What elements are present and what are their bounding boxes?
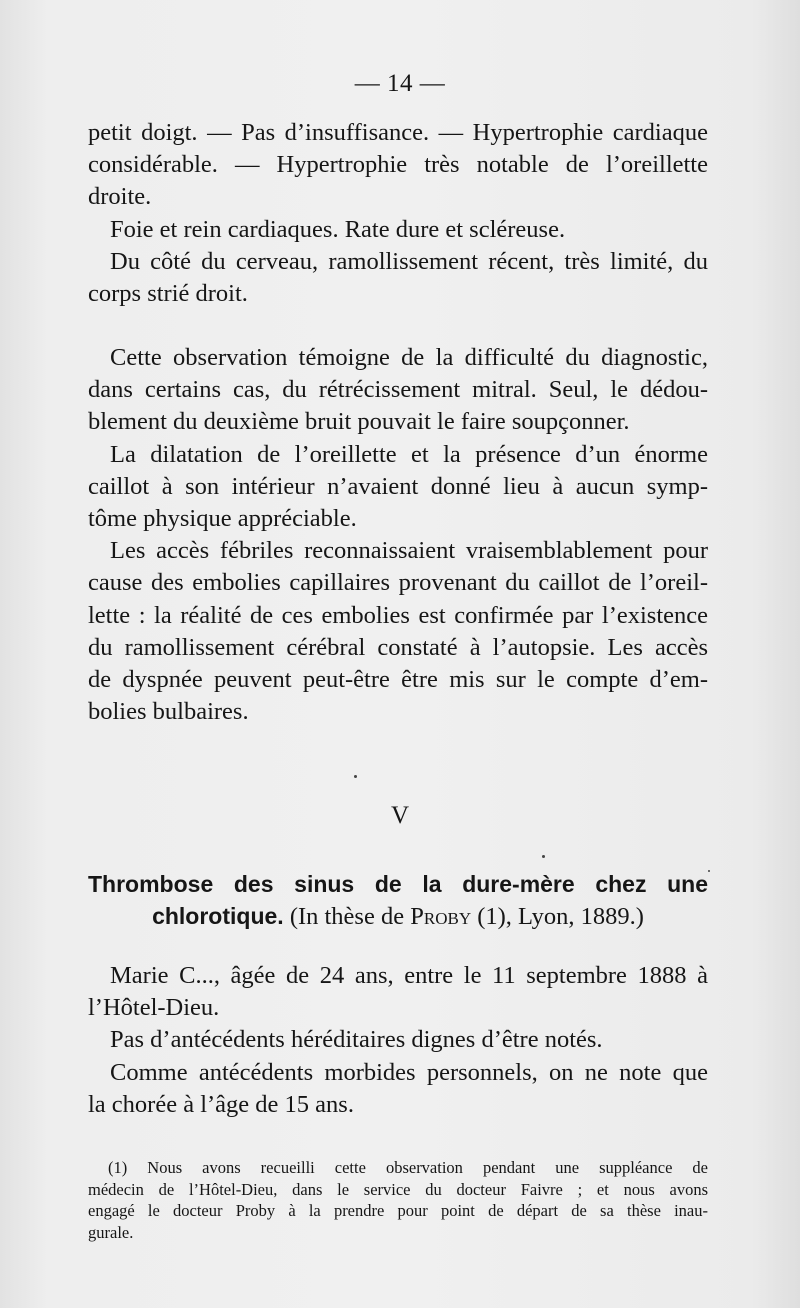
text-line: la chorée à l’âge de 15 ans. <box>88 1090 354 1118</box>
title-bold-word: chlorotique. <box>152 903 284 929</box>
autopsy-findings-text <box>88 117 708 310</box>
case-history-text <box>88 960 708 1121</box>
print-speck <box>708 870 710 872</box>
observation-title <box>88 868 708 932</box>
text-line: petit doigt. — Pas d’insuffisance. — Hypertrophie cardiaque <box>88 119 708 146</box>
text-line: corps strié droit. <box>88 279 248 307</box>
text-line: Foie et rein cardiaques. Rate dure et scléreuse. <box>110 215 566 243</box>
text-line: du ramollissement cérébral constaté à l’autopsie. Les accès <box>88 633 708 661</box>
text-line: La dilatation de l’oreillette et la présence d’un énorme <box>110 440 708 468</box>
text-line: droite. <box>88 183 152 211</box>
page-number: — 14 — <box>354 70 446 97</box>
footnote-line: engagé le docteur Proby à la prendre pour point de départ de sa thèse inau- <box>88 1201 708 1221</box>
text-line: Pas d’antécédents héréditaires dignes d’être notés. <box>110 1026 603 1054</box>
footnote <box>88 1157 708 1244</box>
text-line: bolies bulbaires. <box>88 698 249 726</box>
text-line: caillot à son intérieur n’avaient donné lieu à aucun symp- <box>88 472 708 500</box>
footnote-line: médecin de l’Hôtel-Dieu, dans le service du docteur Faivre ; et nous avons <box>88 1179 708 1199</box>
text-line: Comme antécédents morbides personnels, on ne note que <box>110 1058 708 1086</box>
text-line: considérable. — Hypertrophie très notable de l’oreillette <box>88 151 708 179</box>
title-line-2 <box>88 900 708 932</box>
footnote-line: gurale. <box>88 1223 134 1243</box>
print-speck <box>354 775 357 778</box>
print-speck <box>542 855 545 858</box>
title-author: Proby <box>410 903 472 930</box>
text-line: dans certains cas, du rétrécissement mitral. Seul, le dédou- <box>88 376 708 404</box>
title-citation-pre: (In thèse de <box>283 903 411 930</box>
text-line: de dyspnée peuvent peut-être être mis sur le compte d’em- <box>88 665 708 693</box>
text-line: cause des embolies capillaires provenant du caillot de l’oreil- <box>88 569 708 597</box>
title-line-1: Thrombose des sinus de la dure-mère chez une <box>88 871 708 897</box>
text-line: blement du deuxième bruit pouvait le faire soupçonner. <box>88 408 630 436</box>
text-line: l’Hôtel-Dieu. <box>88 994 220 1022</box>
commentary-text <box>88 342 708 728</box>
footnote-line: (1) Nous avons recueilli cette observation pendant une suppléance de <box>108 1158 708 1177</box>
text-line: Les accès fébriles reconnaissaient vraisemblablement pour <box>110 537 708 565</box>
title-citation-post: (1), Lyon, 1889.) <box>471 903 644 930</box>
text-line: Cette observation témoigne de la difficulté du diagnostic, <box>110 344 708 371</box>
text-line: Du côté du cerveau, ramollissement récent, très limité, du <box>110 247 708 275</box>
text-line: Marie C..., âgée de 24 ans, entre le 11 septembre 1888 à <box>110 962 708 989</box>
text-line: tôme physique appréciable. <box>88 504 357 532</box>
section-number: V <box>390 802 410 829</box>
text-line: lette : la réalité de ces embolies est confirmée par l’existence <box>88 601 708 629</box>
